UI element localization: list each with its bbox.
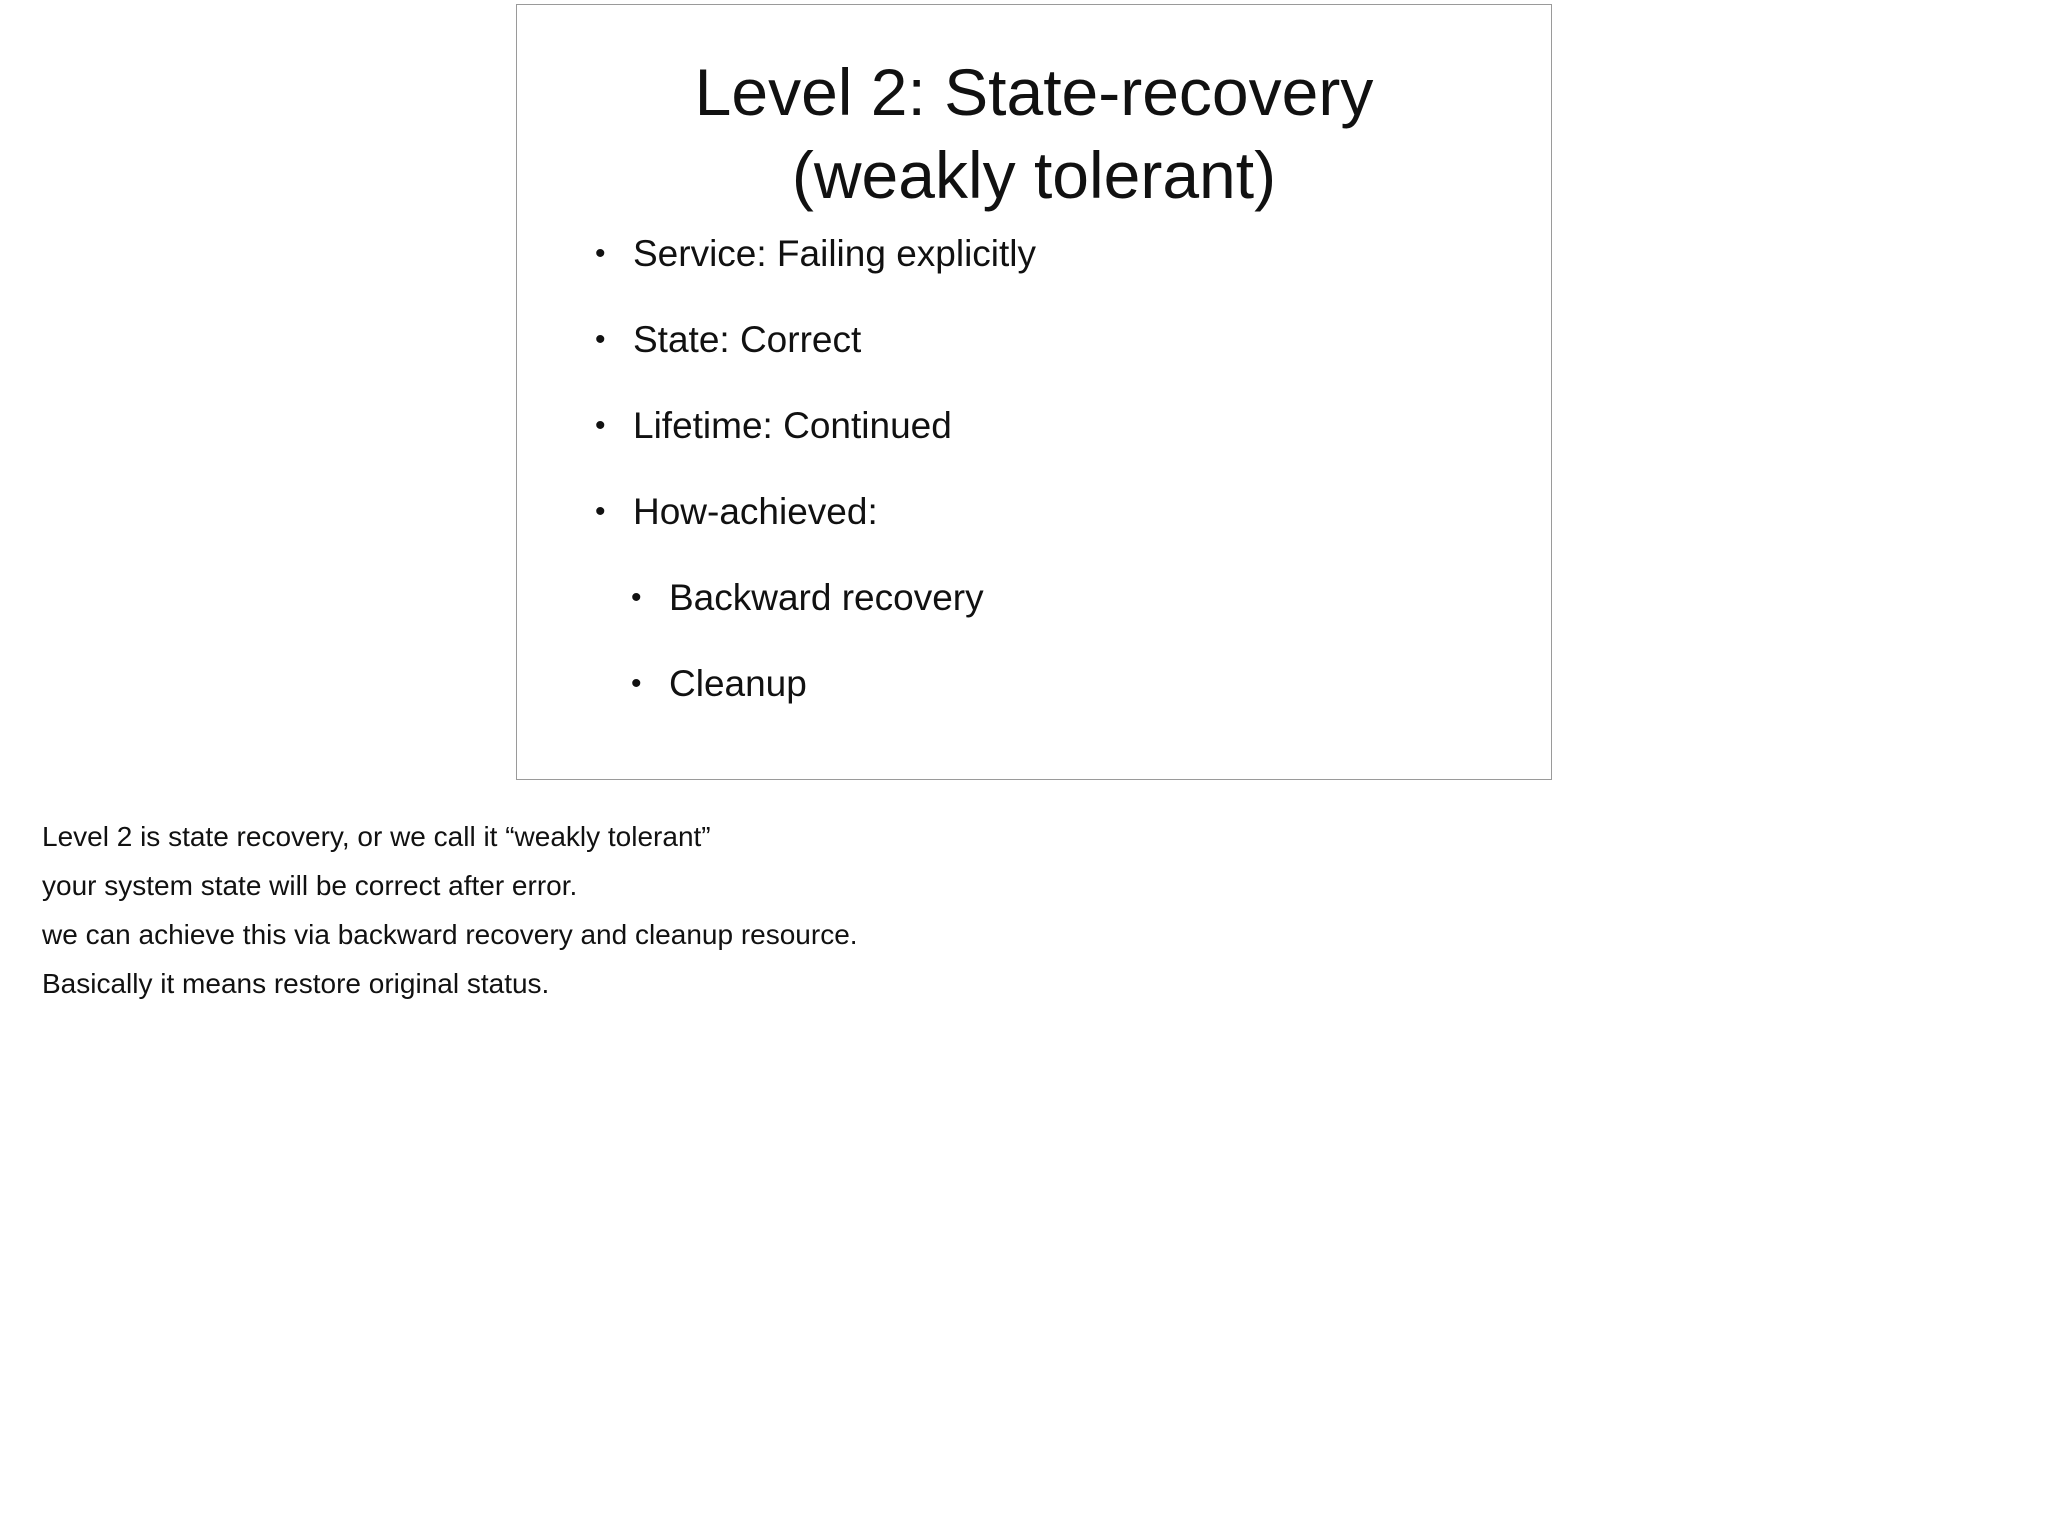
bullet-dot-icon: • — [631, 667, 642, 700]
slide-title — [517, 51, 1551, 217]
bullet-item-state — [517, 313, 1551, 399]
bullet-item-lifetime — [517, 399, 1551, 485]
bullet-list — [517, 227, 1551, 743]
note-line: Basically it means restore original status. — [42, 968, 550, 999]
note-line: Level 2 is state recovery, or we call it “weakly tolerant” — [42, 821, 711, 852]
bullet-dot-icon: • — [595, 237, 606, 270]
bullet-dot-icon: • — [595, 495, 606, 528]
bullet-text: Lifetime: Continued — [633, 405, 952, 446]
bullet-text: Service: Failing explicitly — [633, 233, 1037, 274]
bullet-item-how-achieved — [517, 485, 1551, 571]
speaker-notes — [42, 812, 1442, 1008]
bullet-text: State: Correct — [633, 319, 862, 360]
bullet-dot-icon: • — [631, 581, 642, 614]
slide-panel — [516, 4, 1552, 780]
note-line: your system state will be correct after error. — [42, 870, 578, 901]
bullet-item-service — [517, 227, 1551, 313]
bullet-dot-icon: • — [595, 409, 606, 442]
slide-title-line-1: Level 2: State-recovery — [694, 55, 1374, 129]
bullet-text: Backward recovery — [669, 577, 984, 618]
slide-title-line-2: (weakly tolerant) — [791, 138, 1277, 212]
note-line: we can achieve this via backward recovery and cleanup resource. — [42, 919, 858, 950]
sub-bullet-item-backward-recovery — [517, 571, 1551, 657]
bullet-dot-icon: • — [595, 323, 606, 356]
bullet-text: How-achieved: — [633, 491, 878, 532]
bullet-text: Cleanup — [669, 663, 807, 704]
sub-bullet-item-cleanup — [517, 657, 1551, 743]
